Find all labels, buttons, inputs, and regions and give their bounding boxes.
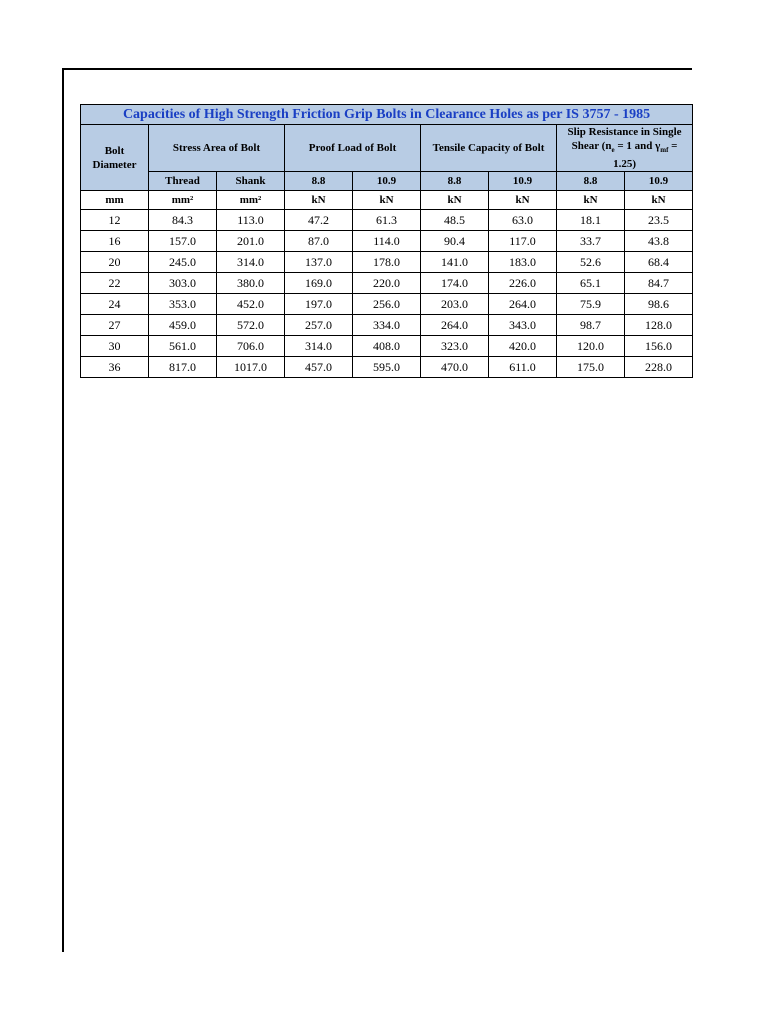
table-cell: 561.0 <box>149 336 217 357</box>
table-cell: 63.0 <box>489 210 557 231</box>
header-bolt-diameter: Bolt Diameter <box>81 125 149 191</box>
table-cell: 98.6 <box>625 294 693 315</box>
table-cell: 169.0 <box>285 273 353 294</box>
unit-cell: kN <box>489 191 557 210</box>
header-tensile-capacity: Tensile Capacity of Bolt <box>421 125 557 172</box>
table-cell: 23.5 <box>625 210 693 231</box>
subheader-thread: Thread <box>149 172 217 191</box>
table-cell: 174.0 <box>421 273 489 294</box>
subheader-slip-10-9: 10.9 <box>625 172 693 191</box>
table-cell: 30 <box>81 336 149 357</box>
table-cell: 113.0 <box>217 210 285 231</box>
unit-cell: kN <box>285 191 353 210</box>
table-cell: 245.0 <box>149 252 217 273</box>
unit-cell: kN <box>557 191 625 210</box>
table-cell: 22 <box>81 273 149 294</box>
table-cell: 120.0 <box>557 336 625 357</box>
table-cell: 220.0 <box>353 273 421 294</box>
unit-cell: kN <box>625 191 693 210</box>
table-title: Capacities of High Strength Friction Grip Bolts in Clearance Holes as per IS 3757 - 1985 <box>81 105 693 125</box>
table-cell: 178.0 <box>353 252 421 273</box>
table-cell: 68.4 <box>625 252 693 273</box>
unit-cell: kN <box>421 191 489 210</box>
table-row <box>81 273 693 294</box>
units-row <box>81 191 693 210</box>
table-cell: 183.0 <box>489 252 557 273</box>
table-cell: 157.0 <box>149 231 217 252</box>
table-row <box>81 294 693 315</box>
table-cell: 314.0 <box>285 336 353 357</box>
table-row <box>81 357 693 378</box>
table-cell: 16 <box>81 231 149 252</box>
table-cell: 114.0 <box>353 231 421 252</box>
table-cell: 706.0 <box>217 336 285 357</box>
table-cell: 20 <box>81 252 149 273</box>
subheader-tensile-10-9: 10.9 <box>489 172 557 191</box>
subheader-shank: Shank <box>217 172 285 191</box>
bolt-capacity-table <box>80 104 693 378</box>
table-cell: 24 <box>81 294 149 315</box>
table-cell: 87.0 <box>285 231 353 252</box>
page-left-border <box>62 68 64 952</box>
table-cell: 141.0 <box>421 252 489 273</box>
unit-cell: kN <box>353 191 421 210</box>
page-top-border <box>62 68 692 70</box>
header-stress-area: Stress Area of Bolt <box>149 125 285 172</box>
table-row <box>81 315 693 336</box>
table-cell: 595.0 <box>353 357 421 378</box>
header-slip-resistance: Slip Resistance in Single Shear ($n_e = 1$ and $\gamma_{mf} = 1.25$) <box>557 125 693 172</box>
table-cell: 353.0 <box>149 294 217 315</box>
table-cell: 457.0 <box>285 357 353 378</box>
table-cell: 264.0 <box>421 315 489 336</box>
subheader-proof-10-9: 10.9 <box>353 172 421 191</box>
table-cell: 12 <box>81 210 149 231</box>
table-cell: 257.0 <box>285 315 353 336</box>
table-row <box>81 231 693 252</box>
table-cell: 226.0 <box>489 273 557 294</box>
table-row <box>81 210 693 231</box>
unit-cell: mm² <box>149 191 217 210</box>
table-cell: 36 <box>81 357 149 378</box>
table-cell: 90.4 <box>421 231 489 252</box>
table-cell: 380.0 <box>217 273 285 294</box>
subheader-slip-8-8: 8.8 <box>557 172 625 191</box>
table-cell: 334.0 <box>353 315 421 336</box>
table-cell: 98.7 <box>557 315 625 336</box>
table-cell: 201.0 <box>217 231 285 252</box>
unit-cell: mm <box>81 191 149 210</box>
table-cell: 128.0 <box>625 315 693 336</box>
table-cell: 203.0 <box>421 294 489 315</box>
table-cell: 314.0 <box>217 252 285 273</box>
table-cell: 817.0 <box>149 357 217 378</box>
table-cell: 33.7 <box>557 231 625 252</box>
subheader-tensile-8-8: 8.8 <box>421 172 489 191</box>
table-cell: 420.0 <box>489 336 557 357</box>
table-cell: 197.0 <box>285 294 353 315</box>
table-cell: 84.7 <box>625 273 693 294</box>
table-row <box>81 252 693 273</box>
table-cell: 264.0 <box>489 294 557 315</box>
table-cell: 256.0 <box>353 294 421 315</box>
unit-cell: mm² <box>217 191 285 210</box>
table-cell: 156.0 <box>625 336 693 357</box>
table-cell: 52.6 <box>557 252 625 273</box>
table-cell: 47.2 <box>285 210 353 231</box>
subheader-proof-8-8: 8.8 <box>285 172 353 191</box>
table-cell: 408.0 <box>353 336 421 357</box>
table-cell: 1017.0 <box>217 357 285 378</box>
table-cell: 61.3 <box>353 210 421 231</box>
table-cell: 323.0 <box>421 336 489 357</box>
table-cell: 572.0 <box>217 315 285 336</box>
table-cell: 459.0 <box>149 315 217 336</box>
table-cell: 75.9 <box>557 294 625 315</box>
table-cell: 175.0 <box>557 357 625 378</box>
table-cell: 343.0 <box>489 315 557 336</box>
table-cell: 117.0 <box>489 231 557 252</box>
table-cell: 18.1 <box>557 210 625 231</box>
table-cell: 43.8 <box>625 231 693 252</box>
table-cell: 65.1 <box>557 273 625 294</box>
table-cell: 27 <box>81 315 149 336</box>
table-cell: 137.0 <box>285 252 353 273</box>
table-cell: 48.5 <box>421 210 489 231</box>
table-cell: 303.0 <box>149 273 217 294</box>
table-cell: 470.0 <box>421 357 489 378</box>
header-proof-load: Proof Load of Bolt <box>285 125 421 172</box>
table-cell: 228.0 <box>625 357 693 378</box>
table-cell: 84.3 <box>149 210 217 231</box>
table-cell: 611.0 <box>489 357 557 378</box>
table-row <box>81 336 693 357</box>
table-cell: 452.0 <box>217 294 285 315</box>
